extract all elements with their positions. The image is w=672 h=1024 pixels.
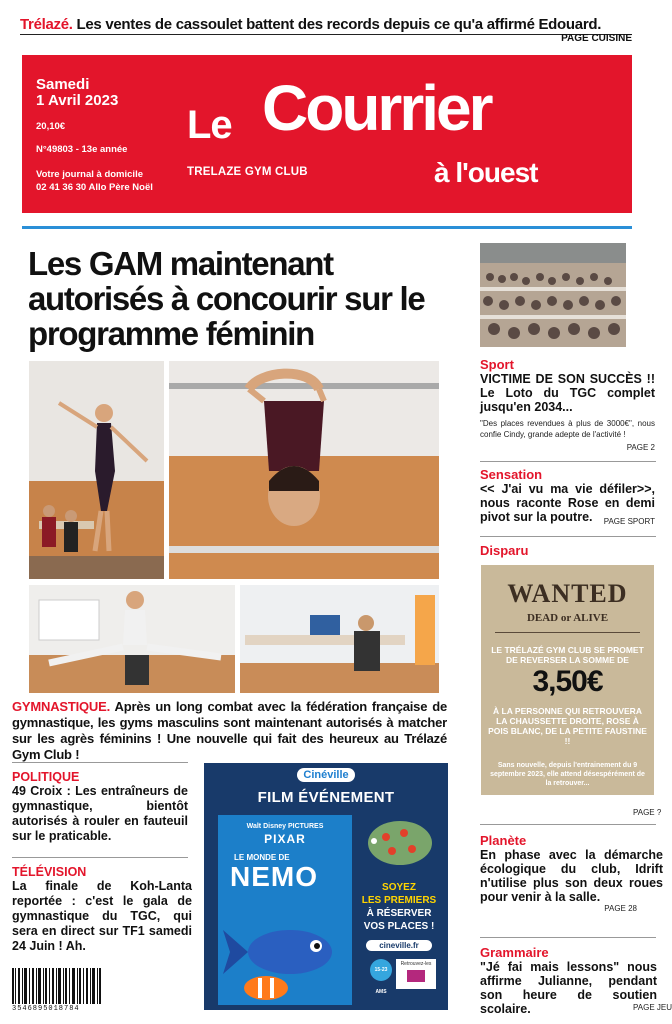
top-strap <box>20 16 640 33</box>
subscription-line-2: 02 41 36 30 Allo Père Noël <box>36 182 153 193</box>
article-headline: VICTIME DE SON SUCCÈS !! Le Loto du TGC complet jusqu'en 2034... <box>480 372 655 414</box>
section-title: Sensation <box>480 467 543 482</box>
subscription-line-1: Votre journal à domicile <box>36 169 143 180</box>
brief-title: TÉLÉVISION <box>12 865 87 879</box>
divider <box>480 937 656 938</box>
caption-kicker: GYMNASTIQUE. <box>12 699 110 714</box>
page-tag: PAGE CUISINE <box>561 33 632 44</box>
divider <box>480 461 656 462</box>
date-day: Samedi <box>36 76 90 93</box>
divider <box>480 536 656 537</box>
loto-hall-photo <box>480 243 626 347</box>
gymnast-beam-photo <box>29 361 164 579</box>
page-ref: PAGE JEU <box>633 1003 672 1012</box>
website-link[interactable]: cineville.fr <box>366 940 432 951</box>
strap-text: Les ventes de cassoulet battent des records depuis ce qu'a affirmé Edouard. <box>76 16 602 33</box>
date-full: 1 Avril 2023 <box>36 92 119 109</box>
article-body: "Des places revendues à plus de 3000€", nous confie Cindy, grande adepte de l'activité ! <box>480 419 655 439</box>
main-headline: Les GAM maintenant autorisés à concourir sur le programme féminin <box>28 245 425 352</box>
wanted-divider <box>495 632 640 633</box>
page-ref: PAGE SPORT <box>603 517 655 526</box>
film-label: FILM ÉVÉNEMENT <box>257 789 395 806</box>
article-headline: "Jé fai mais lessons" nous affirme Julianne, pendant son heure de soutien scolaire. <box>480 960 657 1016</box>
page-ref: PAGE 28 <box>604 904 637 913</box>
brief-television <box>12 865 192 954</box>
brief-body: 49 Croix : Les entraîneurs de gymnastique, bientôt autorisés à rouler en fauteuil sur le praticable. <box>12 784 188 843</box>
caption-text: Après un long combat avec la fédération française de gymnastique, les gyms masculins sont maintenant autorisés à matcher sur les agrès féminins ! Une nouvelle qui fait des heureux au Trélazé Gym Club ! <box>12 699 447 762</box>
strap-divider <box>20 34 632 35</box>
section-title: Disparu <box>480 543 529 558</box>
barcode-number: 3546895018784 <box>12 1005 80 1013</box>
wanted-amount: 3,50€ <box>532 665 603 698</box>
cineville-logo <box>204 769 448 781</box>
divider <box>480 824 656 825</box>
nemo-title: NEMO <box>230 861 318 892</box>
section-title: Sport <box>480 357 514 372</box>
cta-line: VOS PLACES ! <box>363 921 435 932</box>
wanted-text-1: LE TRÉLAZÉ GYM CLUB SE PROMET DE REVERSER LA SOMME DE <box>491 645 644 665</box>
masthead-date <box>36 77 118 109</box>
section-title: Grammaire <box>480 945 549 960</box>
masthead-title-le: Le <box>187 103 232 147</box>
reservation-cta <box>354 881 444 933</box>
cta-line: SOYEZ <box>382 882 416 893</box>
wanted-poster <box>481 565 654 795</box>
studio-label: Walt Disney PICTURES <box>246 823 324 830</box>
cta-line: À RÉSERVER <box>366 908 432 919</box>
wanted-text-2: À LA PERSONNE QUI RETROUVERA LA CHAUSSETTE DROITE, ROSE À POIS BLANC, DE LA PETITE FAUSTINE !! <box>488 706 647 746</box>
cinema-ad[interactable] <box>204 763 448 1010</box>
brand-name: Cinéville <box>297 768 354 782</box>
right-article-disparu <box>480 543 655 558</box>
brief-body: La finale de Koh-Lanta reportée : c'est le gala de gymnastique du TGC, qui sera en direct sur TF1 samedi 24 Juin ! Ah. <box>12 879 192 953</box>
badge: 15-23 AMS <box>370 959 392 981</box>
partner-logo <box>396 959 436 989</box>
fish-icon <box>218 900 352 1005</box>
brief-politique <box>12 770 188 844</box>
tropical-fish-icon <box>360 813 440 873</box>
divider <box>12 762 188 763</box>
barcode <box>12 968 102 1006</box>
subscription-info <box>36 168 153 194</box>
right-article-sensation <box>480 467 655 524</box>
le-monde-de-label: LE MONDE DE <box>234 853 290 862</box>
blue-divider <box>22 226 632 229</box>
masthead <box>22 55 632 213</box>
article-headline: En phase avec la démarche écologique du club, Idrift n'utilise plus son deux roues pour venir à la salle. <box>480 848 663 904</box>
partner-label: Retrouvez-les <box>400 961 432 967</box>
price: 20,10€ <box>36 121 66 132</box>
brief-title: POLITIQUE <box>12 770 80 784</box>
pixar-label: PIXAR <box>264 832 306 846</box>
divider <box>12 857 188 858</box>
strap-kicker: Trélazé. <box>20 16 73 33</box>
right-article-grammaire <box>480 945 672 1016</box>
gymnast-bars-photo <box>169 361 439 579</box>
photo-caption <box>12 699 447 763</box>
right-article-sport <box>480 357 655 452</box>
issue-number: N°49803 - 13e année <box>36 144 128 155</box>
wanted-text-3: Sans nouvelle, depuis l'entrainement du 9 septembre 2023, elle attend désespérément de la retrouver... <box>490 762 645 787</box>
wanted-subtitle: DEAD or ALIVE <box>526 612 609 624</box>
gymnast-pommel-photo <box>29 585 235 693</box>
page-ref: PAGE 2 <box>626 443 655 452</box>
section-title: Planète <box>480 833 527 848</box>
gymnast-balance-beam-photo <box>240 585 439 693</box>
masthead-title-ouest: à l'ouest <box>434 157 538 188</box>
masthead-title-courrier: Courrier <box>262 72 491 144</box>
masthead-club: TRELAZE GYM CLUB <box>187 166 308 178</box>
wanted-title: WANTED <box>507 579 628 608</box>
nemo-poster <box>218 815 352 1005</box>
page-ref: PAGE ? <box>633 808 662 817</box>
cta-line: LES PREMIERS <box>361 895 437 906</box>
right-article-planete <box>480 833 663 913</box>
article-headline: << J'ai vu ma vie défiler>>, nous raconte Rose en demi pivot sur la poutre. <box>480 482 655 524</box>
